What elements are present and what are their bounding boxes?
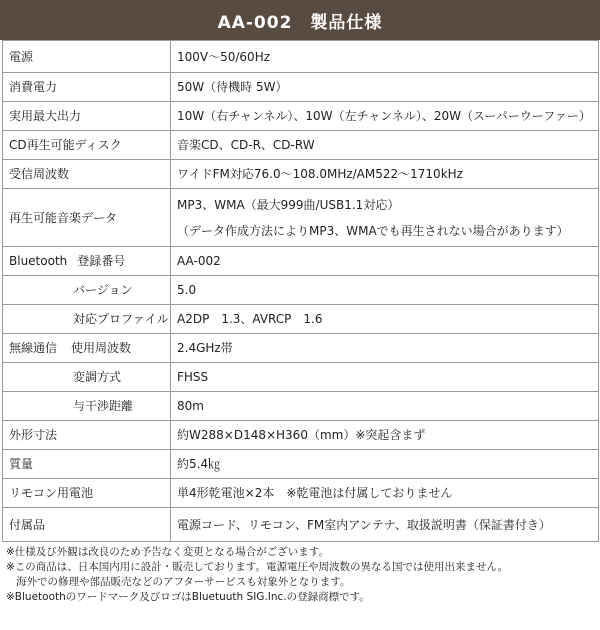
spec-value: 約W288×D148×H360（mm）※突起含まず: [171, 421, 599, 450]
spec-label: CD再生可能ディスク: [3, 131, 171, 160]
spec-value: 50W（待機時 5W）: [171, 73, 599, 102]
spec-label: 与干渉距離: [3, 392, 171, 421]
spec-sublabel: 使用周波数: [71, 341, 132, 355]
spec-value-line-1: MP3、WMA（最大999曲/USB1.1対応）: [177, 197, 400, 212]
spec-group-label: Bluetooth: [9, 254, 68, 268]
table-row: [3, 131, 599, 160]
spec-value: 5.0: [171, 276, 599, 305]
table-row: [3, 276, 599, 305]
table-row: [3, 247, 599, 276]
spec-label: 付属品: [3, 508, 171, 542]
spec-label: バージョン: [3, 276, 171, 305]
spec-label: リモコン用電池: [3, 479, 171, 508]
spec-value: AA-002: [171, 247, 599, 276]
spec-value: 単4形乾電池×2本 ※乾電池は付属しておりません: [171, 479, 599, 508]
spec-label: 対応プロファイル: [3, 305, 171, 334]
spec-value: 80m: [171, 392, 599, 421]
page-title: AA-002 製品仕様: [0, 0, 600, 40]
spec-value: [171, 189, 599, 247]
spec-value: 10W（右チャンネル）、10W（左チャンネル）、20W（スーパーウーファー）: [171, 102, 599, 131]
spec-label: 外形寸法: [3, 421, 171, 450]
table-row: [3, 189, 599, 247]
note-line: ※仕様及び外観は改良のため予告なく変更となる場合がございます。: [6, 546, 329, 558]
table-row: [3, 479, 599, 508]
spec-label: 質量: [3, 450, 171, 479]
spec-label: 電源: [3, 41, 171, 73]
spec-group-label: 無線通信: [9, 341, 58, 355]
table-row: [3, 421, 599, 450]
spec-value-line-2: （データ作成方法によりMP3、WMAでも再生されない場合があります）: [177, 223, 569, 238]
spec-value: A2DP 1.3、AVRCP 1.6: [171, 305, 599, 334]
spec-label: 消費電力: [3, 73, 171, 102]
spec-label: 変調方式: [3, 363, 171, 392]
spec-value: FHSS: [171, 363, 599, 392]
spec-value: 100V～50/60Hz: [171, 41, 599, 73]
table-row: [3, 73, 599, 102]
table-row: [3, 305, 599, 334]
table-row: [3, 508, 599, 542]
spec-value: ワイドFM対応76.0～108.0MHz/AM522～1710kHz: [171, 160, 599, 189]
notes: [6, 545, 596, 605]
spec-label: [3, 247, 171, 276]
table-row: [3, 392, 599, 421]
spec-table: [2, 40, 599, 542]
spec-value: 約5.4㎏: [171, 450, 599, 479]
table-row: [3, 334, 599, 363]
note-line: ※Bluetoothのワードマーク及びロゴはBluetuuth SIG.Inc.の登録商標です。: [6, 591, 370, 603]
table-row: [3, 450, 599, 479]
spec-label: 実用最大出力: [3, 102, 171, 131]
table-row: [3, 160, 599, 189]
table-row: [3, 102, 599, 131]
spec-label: 受信周波数: [3, 160, 171, 189]
note-line: ※この商品は、日本国内用に設計・販売しております。電源電圧や周波数の異なる国では使用出来ません。: [6, 561, 509, 573]
spec-value: 音楽CD、CD-R、CD-RW: [171, 131, 599, 160]
spec-label: 再生可能音楽データ: [3, 189, 171, 247]
note-line: 海外での修理や部品販売などのアフターサービスも対象外となります。: [16, 576, 351, 588]
table-row: [3, 363, 599, 392]
spec-value: 電源コード、リモコン、FM室内アンテナ、取扱説明書（保証書付き）: [171, 508, 599, 542]
spec-sublabel: 登録番号: [77, 254, 126, 268]
spec-value: 2.4GHz帯: [171, 334, 599, 363]
table-row: [3, 41, 599, 73]
spec-label: [3, 334, 171, 363]
